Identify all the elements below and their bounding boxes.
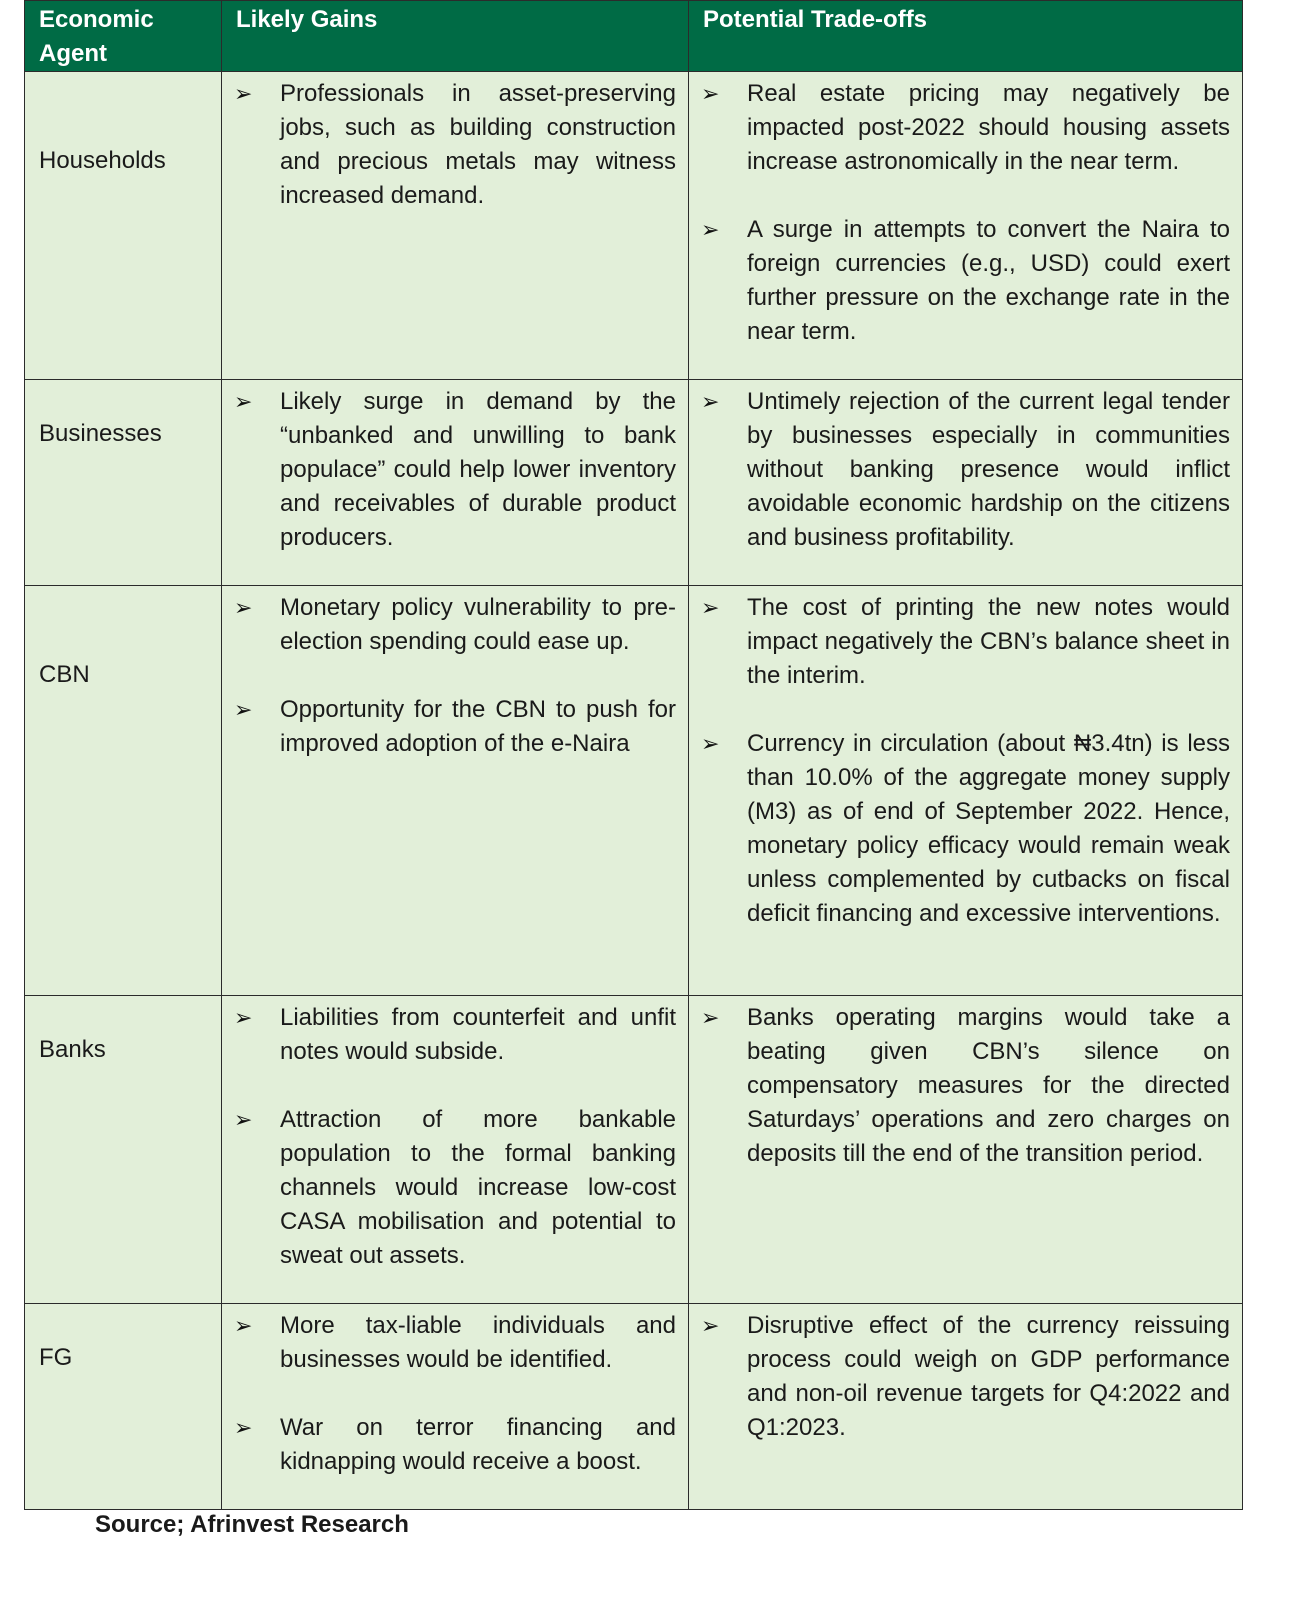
arrow-bullet-icon: ➢ [701, 81, 720, 106]
arrow-bullet-icon: ➢ [234, 1415, 253, 1440]
source-note: Source; Afrinvest Research [95, 1511, 409, 1538]
header-potential-tradeoffs: Potential Trade-offs [689, 1, 1243, 72]
tradeoff-text: The cost of printing the new notes would impact negatively the CBN’s balance sheet in the interim. [747, 594, 1230, 689]
arrow-bullet-icon: ➢ [701, 595, 720, 620]
gain-item [230, 591, 676, 659]
gain-text: Attraction of more bankable population to the formal banking channels would increase low-cost CASA mobilisation and potential to sweat out assets. [280, 1106, 676, 1269]
gain-item [230, 693, 676, 761]
arrow-bullet-icon: ➢ [234, 389, 253, 414]
tradeoffs-cell [689, 72, 1243, 380]
gains-cell [222, 996, 689, 1304]
agent-label: Banks [39, 1036, 106, 1063]
arrow-bullet-icon: ➢ [701, 1005, 720, 1030]
arrow-bullet-icon: ➢ [701, 1313, 720, 1338]
tradeoff-text: Disruptive effect of the currency reissuing process could weigh on GDP performance and non-oil revenue targets for Q4:2022 and Q1:2023. [747, 1312, 1230, 1441]
arrow-bullet-icon: ➢ [234, 595, 253, 620]
tradeoffs-cell [689, 1304, 1243, 1510]
agent-label: Households [39, 147, 166, 174]
gain-item [230, 1001, 676, 1069]
tradeoffs-cell [689, 996, 1243, 1304]
tradeoff-text: A surge in attempts to convert the Naira to foreign currencies (e.g., USD) could exert further pressure on the exchange rate in the near term. [747, 216, 1230, 345]
agent-label: Businesses [39, 420, 162, 447]
table-row [25, 380, 1243, 586]
agent-cell [25, 586, 222, 996]
arrow-bullet-icon: ➢ [234, 697, 253, 722]
gain-text: War on terror financing and kidnapping would receive a boost. [280, 1414, 676, 1475]
gain-text: More tax-liable individuals and businesses would be identified. [280, 1312, 676, 1373]
economic-impact-table [24, 0, 1243, 1510]
arrow-bullet-icon: ➢ [234, 1005, 253, 1030]
header-row [25, 1, 1243, 72]
table-row [25, 72, 1243, 380]
agent-cell [25, 996, 222, 1304]
table-row [25, 1304, 1243, 1510]
gain-item [230, 385, 676, 555]
tradeoff-text: Banks operating margins would take a beating given CBN’s silence on compensatory measures for the directed Saturdays’ operations and zero charges on deposits till the end of the transition period. [747, 1004, 1230, 1167]
agent-cell [25, 1304, 222, 1510]
arrow-bullet-icon: ➢ [234, 1107, 253, 1132]
tradeoff-item [697, 213, 1230, 349]
gain-text: Monetary policy vulnerability to pre-election spending could ease up. [280, 594, 676, 655]
tradeoffs-cell [689, 380, 1243, 586]
gains-cell [222, 1304, 689, 1510]
gain-item [230, 1411, 676, 1479]
header-economic-agent: Economic Agent [25, 1, 222, 72]
tradeoff-item [697, 1309, 1230, 1445]
agent-label: CBN [39, 661, 90, 688]
tradeoff-item [697, 385, 1230, 555]
tradeoff-text: Real estate pricing may negatively be impacted post-2022 should housing assets increase astronomically in the near term. [747, 80, 1230, 175]
gains-cell [222, 72, 689, 380]
gains-cell [222, 586, 689, 996]
agent-cell [25, 380, 222, 586]
arrow-bullet-icon: ➢ [701, 217, 720, 242]
gain-text: Opportunity for the CBN to push for improved adoption of the e-Naira [280, 696, 676, 757]
tradeoff-item [697, 591, 1230, 693]
agent-label: FG [39, 1344, 73, 1371]
gain-item [230, 77, 676, 213]
header-likely-gains: Likely Gains [222, 1, 689, 72]
tradeoffs-cell [689, 586, 1243, 996]
gain-item [230, 1309, 676, 1377]
tradeoff-item [697, 727, 1230, 931]
arrow-bullet-icon: ➢ [701, 389, 720, 414]
arrow-bullet-icon: ➢ [701, 731, 720, 756]
tradeoff-text: Untimely rejection of the current legal tender by businesses especially in communities without banking presence would inflict avoidable economic hardship on the citizens and business profitability. [747, 388, 1230, 551]
gain-item [230, 1103, 676, 1273]
gain-text: Professionals in asset-preserving jobs, such as building construction and precious metals may witness increased demand. [280, 80, 676, 209]
tradeoff-item [697, 77, 1230, 179]
tradeoff-item [697, 1001, 1230, 1171]
tradeoff-text: Currency in circulation (about ₦3.4tn) is less than 10.0% of the aggregate money supply (M3) as of end of September 2022. Hence, monetary policy efficacy would remain weak unless complemented by cutbacks on fiscal deficit financing and excessive interventions. [747, 730, 1230, 927]
arrow-bullet-icon: ➢ [234, 81, 253, 106]
table-row [25, 996, 1243, 1304]
gain-text: Likely surge in demand by the “unbanked and unwilling to bank populace” could help lower inventory and receivables of durable product producers. [280, 388, 676, 551]
arrow-bullet-icon: ➢ [234, 1313, 253, 1338]
agent-cell [25, 72, 222, 380]
table-row [25, 586, 1243, 996]
gains-cell [222, 380, 689, 586]
gain-text: Liabilities from counterfeit and unfit notes would subside. [280, 1004, 676, 1065]
